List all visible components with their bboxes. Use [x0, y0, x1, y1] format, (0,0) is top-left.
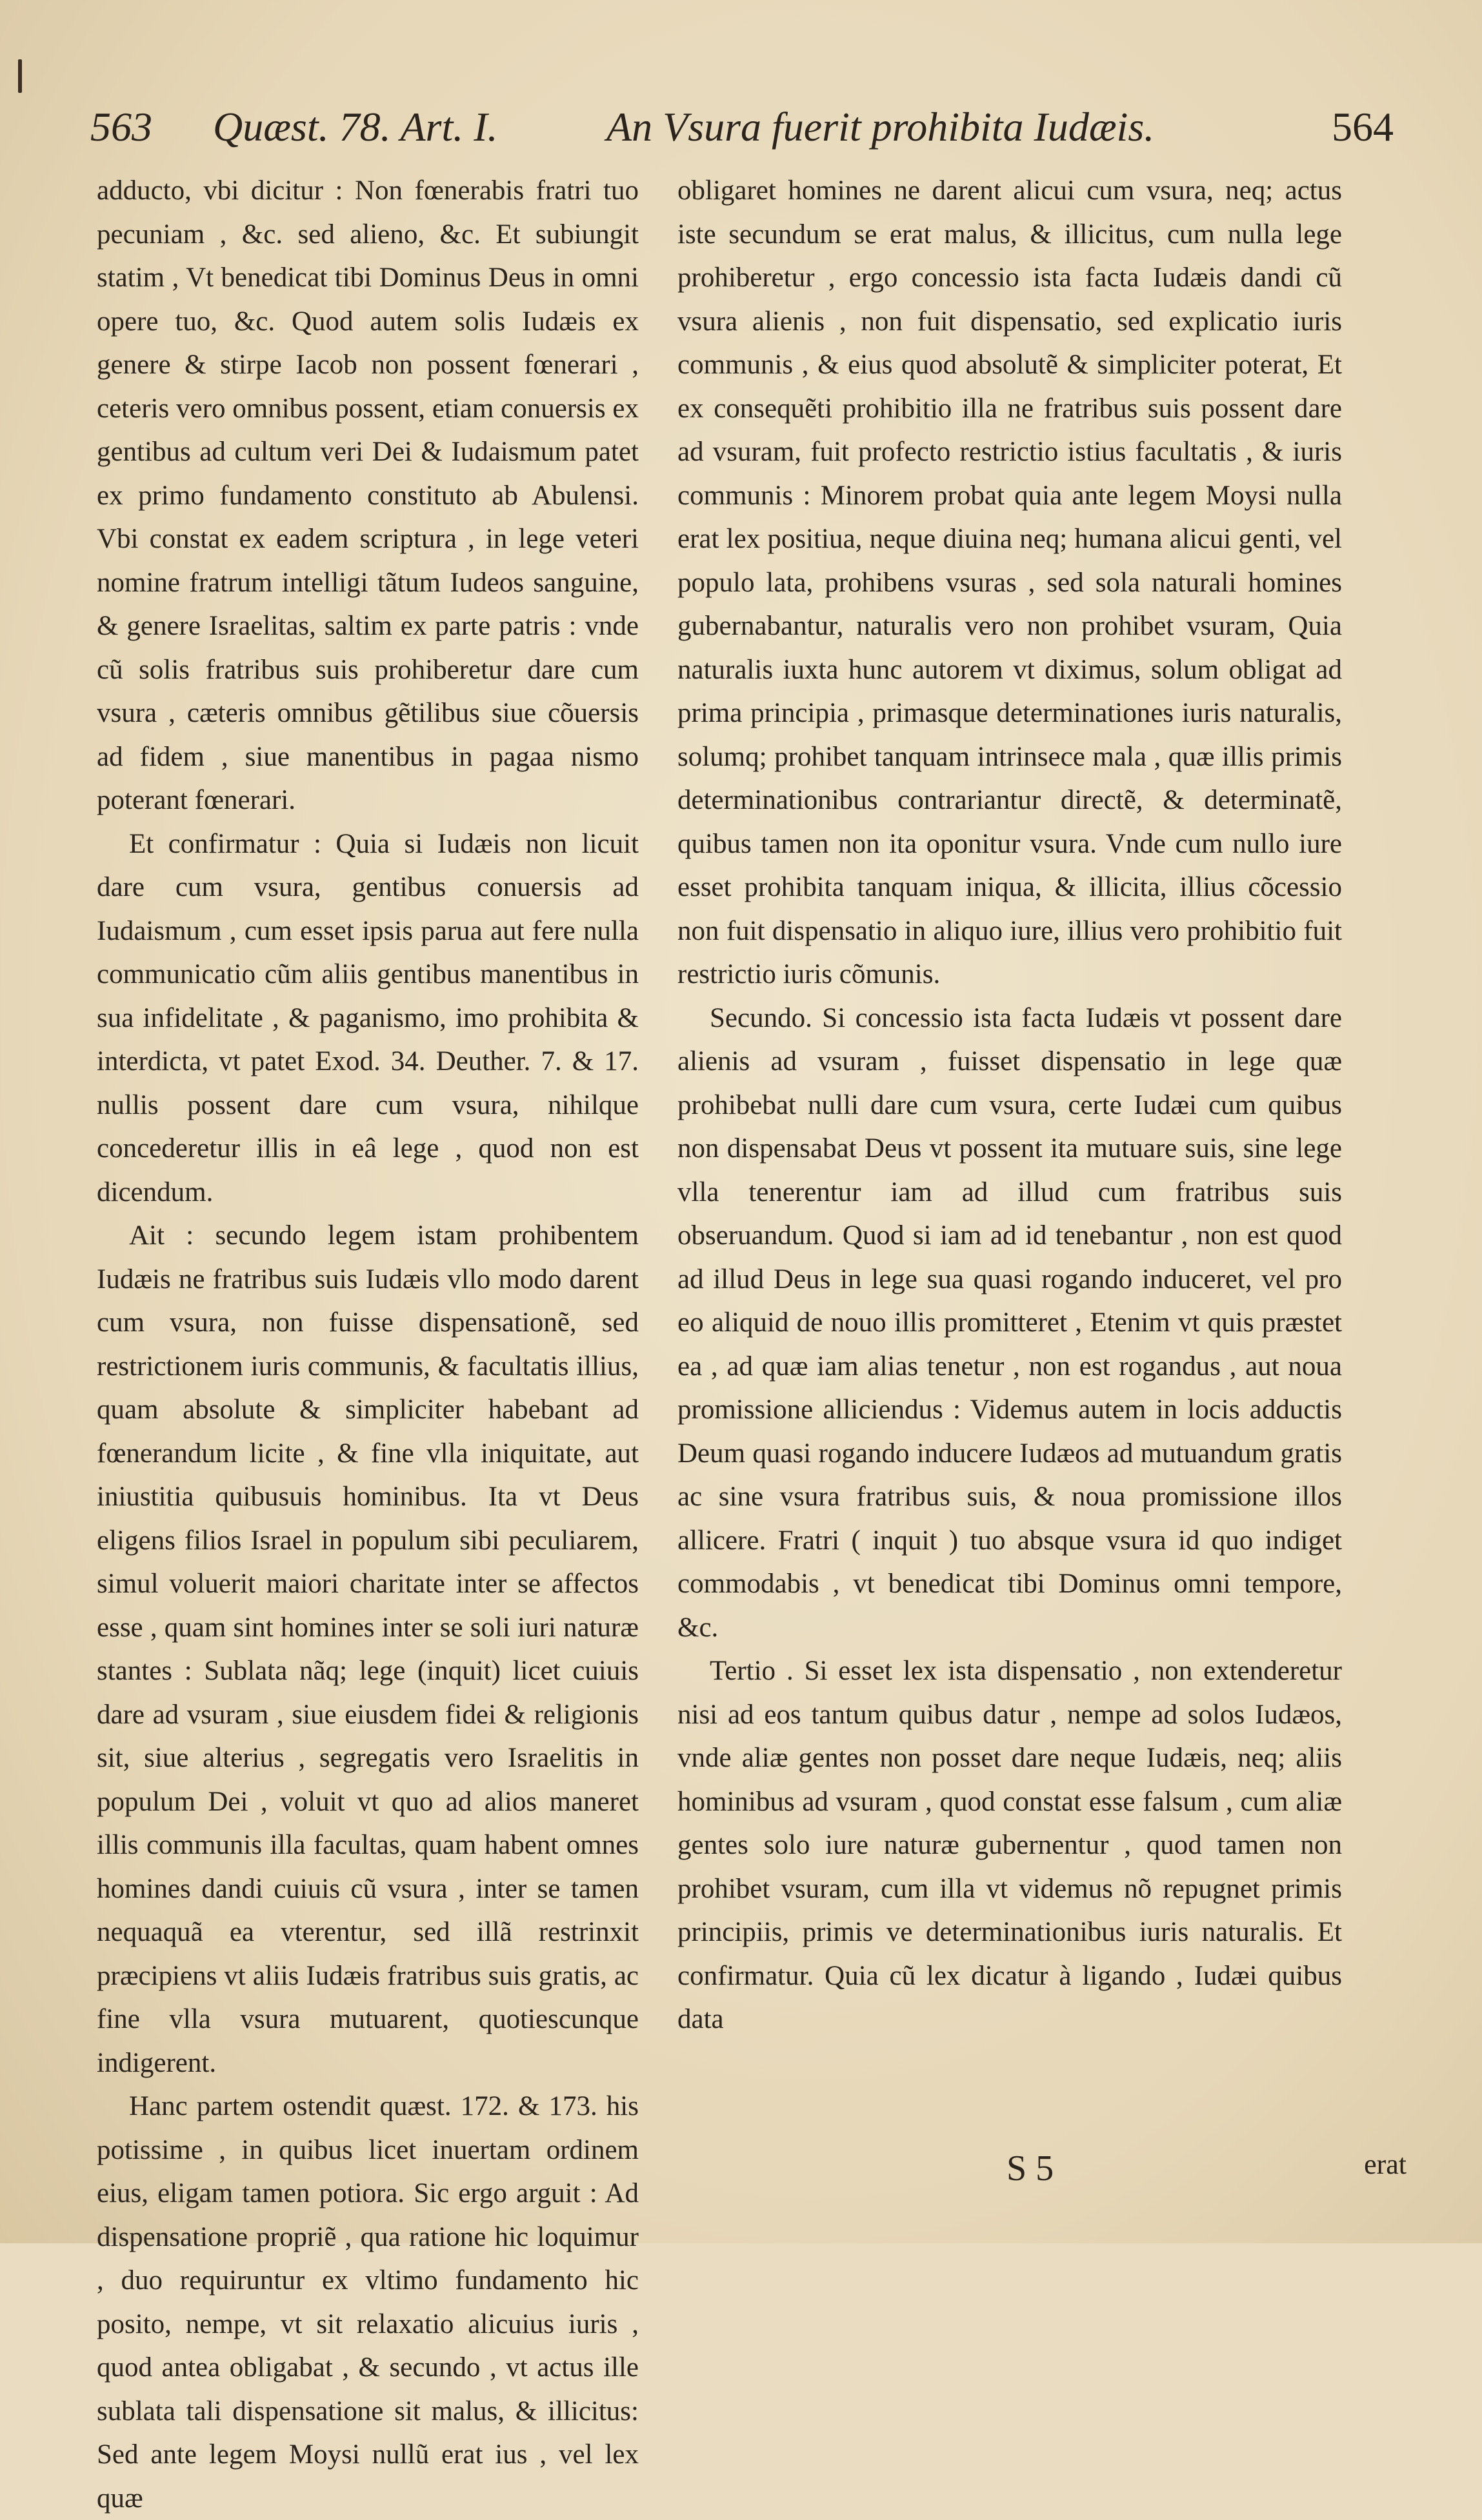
page-footer [916, 2148, 1407, 2199]
paragraph: Tertio . Si esset lex ista dispensatio , non extenderetur nisi ad eos tantum quibus datur , nempe ad solos Iudæos, vnde aliæ gentes non posset dare neque Iudæis, neq; aliis hominibus ad vsuram , quod constat esse falsum , cum aliæ gentes solo iure naturæ gubernentur , quod tamen non prohibet vsuram, cum illa vt videmus nõ repugnet primis principiis, primis ve determinationibus iuris naturalis. Et confirmatur. Quia cũ lex dicatur à ligando , Iudæi quibus data [677, 1656, 1342, 2034]
gutter-mark [18, 59, 22, 93]
left-column [97, 169, 639, 2520]
running-title-right: An Vsura fuerit prohibita Iudæis. [606, 104, 1155, 150]
paragraph: Hanc partem ostendit quæst. 172. & 173. his potissime , in quibus licet inuertam ordinem eius, eligam tamen potiora. Sic ergo arguit : Ad dispensatione propriẽ , qua ratione hic loquimur , duo requiruntur ex vltimo fundamento hic posito, nempe, vt sit relaxatio alicuius iuris , quod antea obligabat , & secundo , vt actus ille sublata tali dispensatione sit malus, & illicitus: Sed ante legem Moysi nullũ erat ius , vel lex quæ [97, 2091, 639, 2514]
paragraph: adducto, vbi dicitur : Non fœnerabis fratri tuo pecuniam , &c. sed alieno, &c. Et subiungit statim , Vt benedicat tibi Dominus Deus in omni opere tuo, &c. Quod autem solis Iudæis ex genere & stirpe Iacob non possent fœnerari , ceteris vero omnibus possent, etiam conuersis ex gentibus ad cultum veri Dei & Iudaismum patet ex primo fundamento constituto ab Abulensi. Vbi constat ex eadem scriptura , in lege veteri nomine fratrum intelligi tãtum Iudeos sanguine, & genere Israelitas, saltim ex parte patris : vnde cũ solis fratribus suis prohiberetur dare cum vsura , cæteris omnibus gẽtilibus siue cõuersis ad fidem , siue manentibus in pagaa nismo poterant fœnerari. [97, 175, 639, 815]
page-number-left: 563 [90, 104, 152, 150]
paragraph: Ait : secundo legem istam prohibentem Iudæis ne fratribus suis Iudæis vllo modo darent cum vsura, non fuisse dispensationẽ, sed restrictionem iuris communis, & facultatis illius, quam absolute & simpliciter habebant ad fœnerandum licite , & fine vlla iniquitate, aut iniustitia quibusuis hominibus. Ita vt Deus eligens filios Israel in populum sibi peculiarem, simul voluerit maiori charitate inter se affectos esse , quam sint homines inter se soli iuri naturæ stantes : Sublata nãq; lege (inquit) licet cuiuis dare ad vsuram , siue eiusdem fidei & religionis sit, siue alterius , segregatis vero Israelitis in populum Dei , voluit vt quo ad alios maneret illis communis illa facultas, quam habent omnes homines dandi cuiuis cũ vsura , inter se tamen nequaquã ea vterentur, sed illã restrinxit præcipiens vt aliis Iudæis fratribus suis gratis, ac fine vlla vsura mutuarent, quotiescunque indigerent. [97, 1220, 639, 2078]
catchword: erat [1364, 2148, 1407, 2180]
page-number-right: 564 [1332, 104, 1394, 150]
paragraph: obligaret homines ne darent alicui cum vsura, neq; actus iste secundum se erat malus, & illicitus, cum nulla lege prohiberetur , ergo concessio ista facta Iudæis dandi cũ vsura alienis , non fuit dispensatio, sed explicatio iuris communis , & eius quod absolutẽ & simpliciter poterat, Et ex consequẽti prohibitio illa ne fratribus suis possent dare ad vsuram, fuit profecto restrictio istius facultatis , & iuris communis : Minorem probat quia ante legem Moysi nulla erat lex positiua, neque diuina neq; humana alicui genti, vel populo lata, prohibens vsuras , sed sola naturali homines gubernabantur, naturalis vero non prohibet vsuram, Quia naturalis iuxta hunc autorem vt diximus, solum obligat ad prima principia , primasque determinationes iuris naturalis, solumq; prohibet tanquam intrinsece mala , quæ illis primis determinationibus contrariantur directẽ, & determinatẽ, quibus tamen non ita oponitur vsura. Vnde cum nullo iure esset prohibita tanquam iniqua, & illicita, illius cõcessio non fuit dispensatio in aliquo iure, illius vero prohibitio fuit restrictio iuris cõmunis. [677, 175, 1342, 989]
running-title-left: Quæst. 78. Art. I. [213, 104, 498, 150]
running-header [90, 103, 1394, 174]
paragraph: Secundo. Si concessio ista facta Iudæis vt possent dare alienis ad vsuram , fuisset dispensatio in lege quæ prohibebat nulli dare cum vsura, certe Iudæi cum quibus non dispensabat Deus vt possent ita mutuare suis, sine lege vlla tenerentur iam ad illud cum fratribus suis obseruandum. Quod si iam ad id tenebantur , non est quod ad illud Deus in lege sua quasi rogando induceret, vel pro eo aliquid de nouo illis promitteret , Etenim vt quis præstet ea , ad quæ iam alias tenetur , non est rogandus , aut noua promissione alliciendus : Videmus autem in locis adductis Deum quasi rogando inducere Iudæos ad mutuandum gratis ac sine vsura fratribus suis, & noua promissione illos allicere. Fratri ( inquit ) tuo absque vsura id quo indiget commodabis , vt benedicat tibi Dominus omni tempore, &c. [677, 1002, 1342, 1643]
signature-mark: S 5 [1006, 2148, 1054, 2188]
paragraph: Et confirmatur : Quia si Iudæis non licuit dare cum vsura, gentibus conuersis ad Iudaismum , cum esset ipsis parua aut fere nulla communicatio cũm aliis gentibus manentibus in sua infidelitate , & paganismo, imo prohibita & interdicta, vt patet Exod. 34. Deuther. 7. & 17. nullis possent dare cum vsura, nihilque concederetur illis in eâ lege , quod non est dicendum. [97, 828, 639, 1207]
right-column [677, 169, 1342, 2041]
